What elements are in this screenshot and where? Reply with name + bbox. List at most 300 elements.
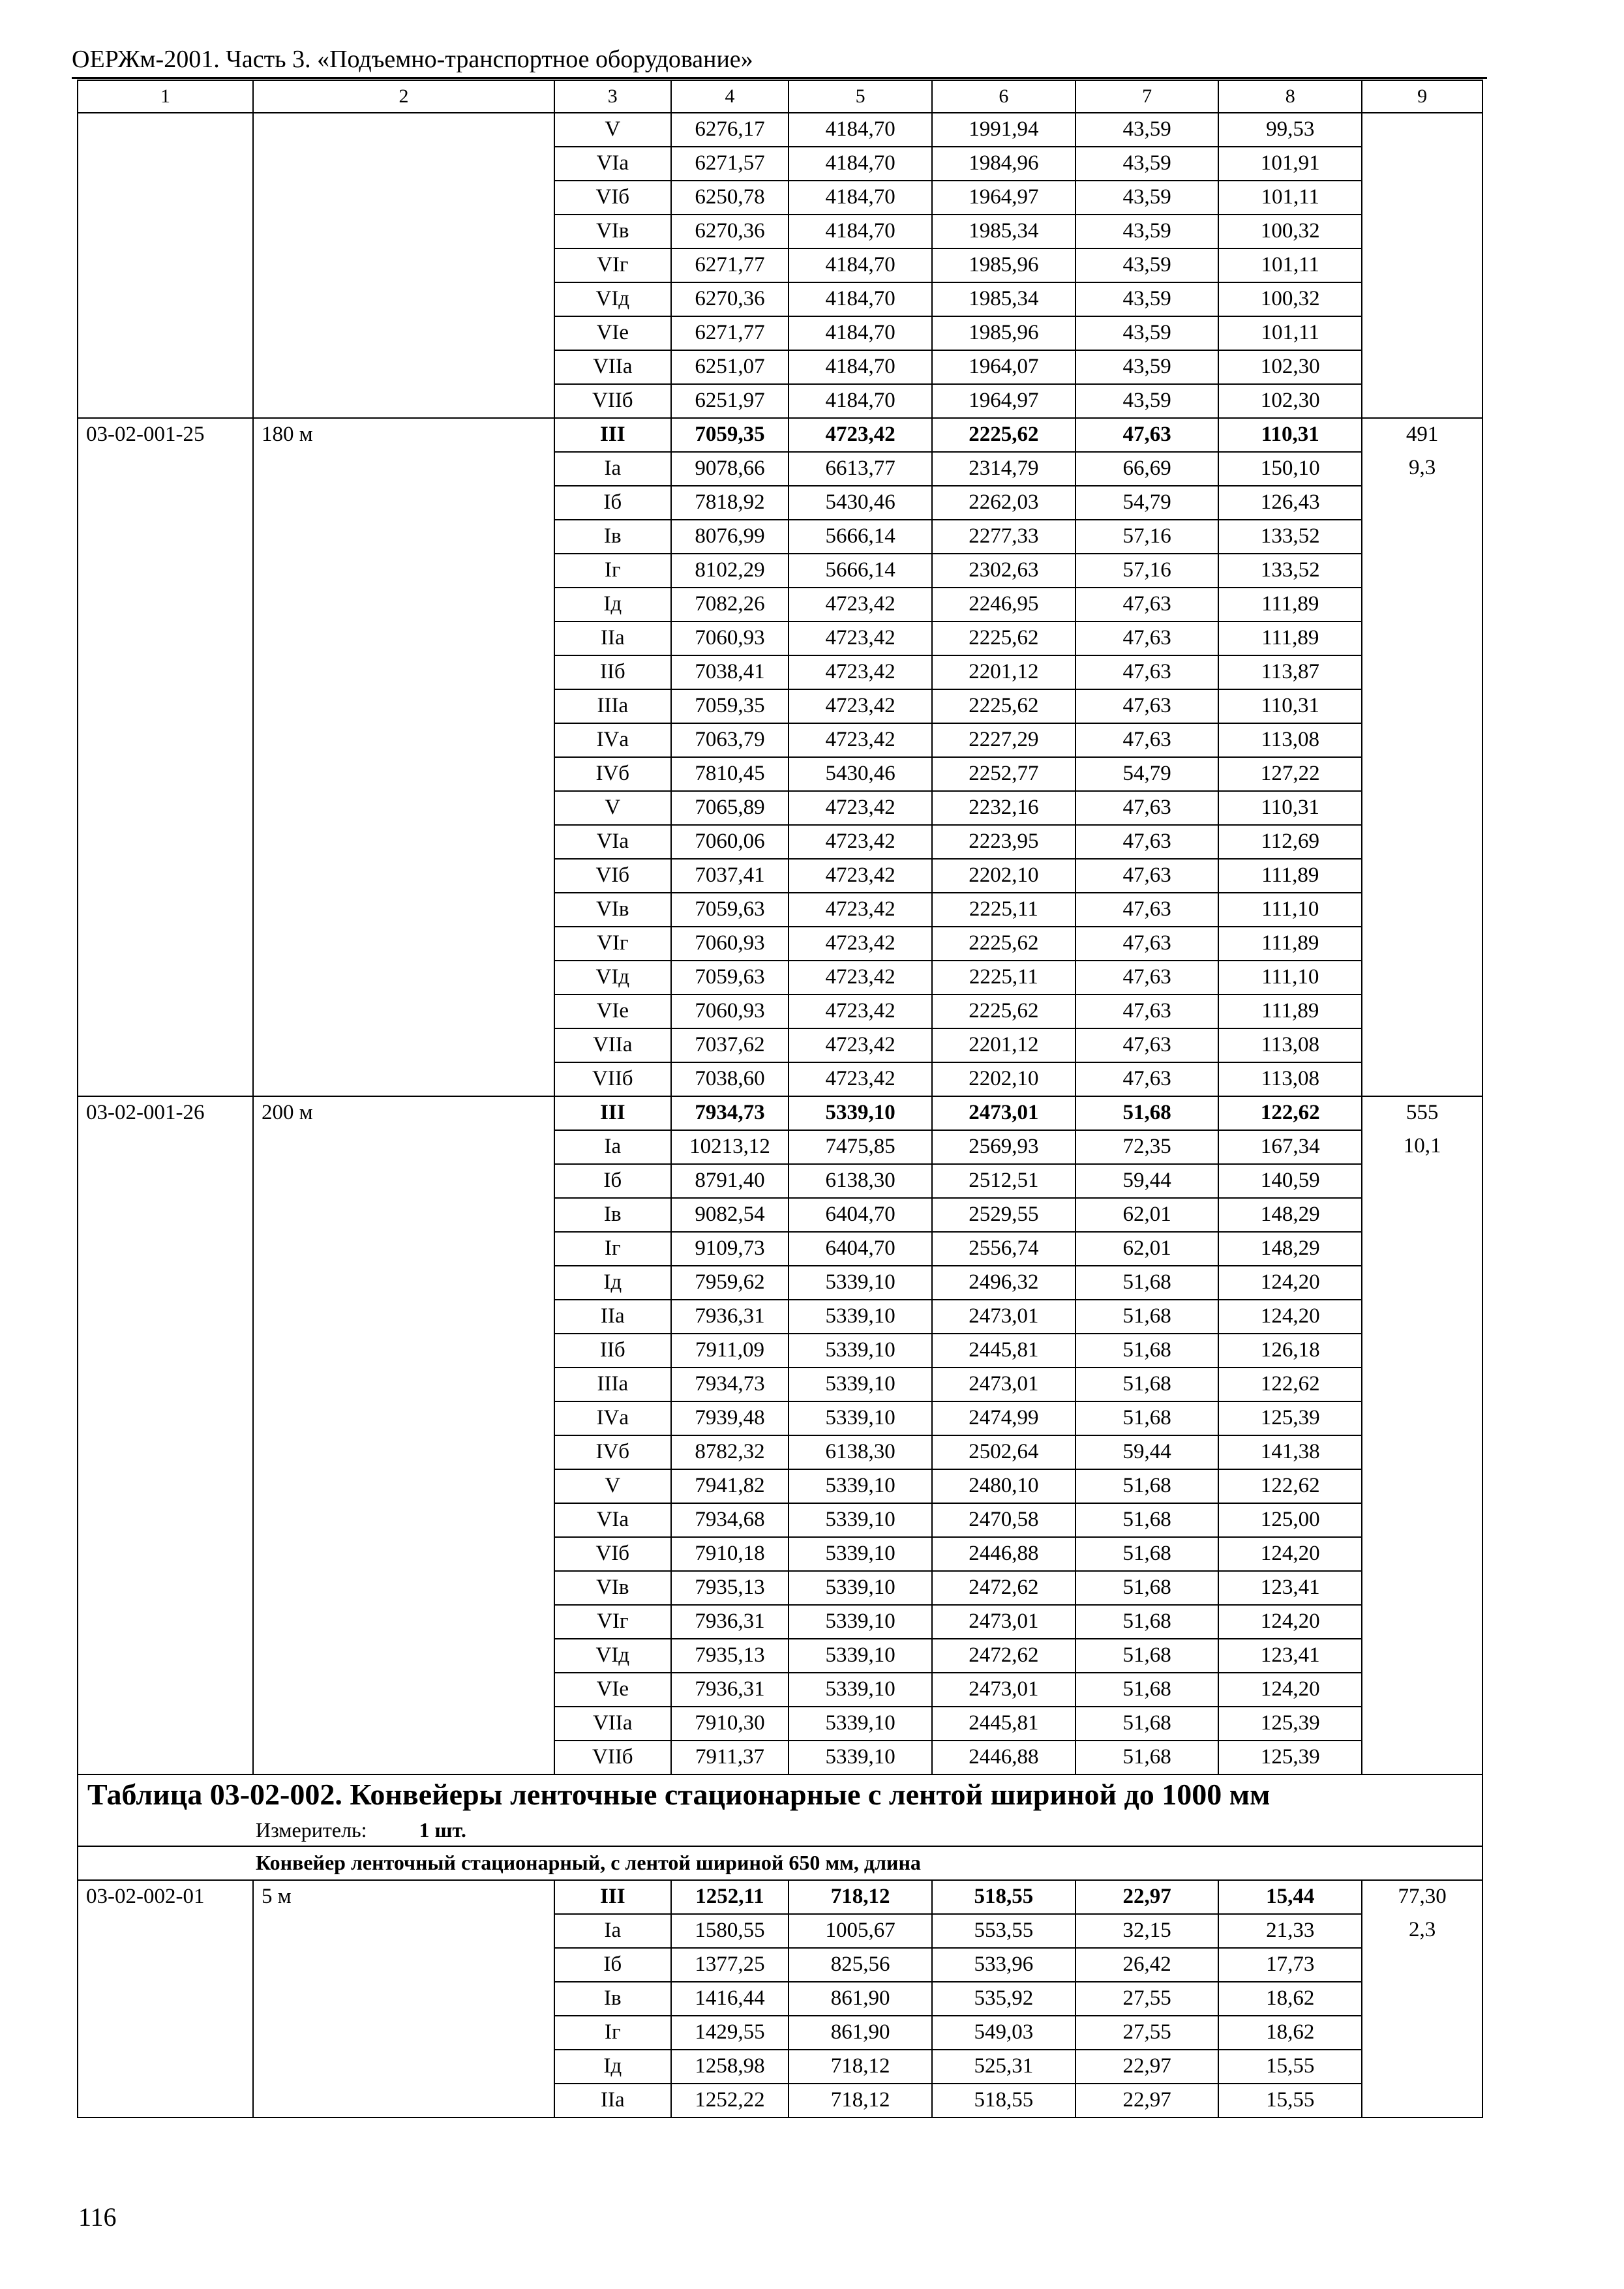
value-cell: 6251,07: [671, 350, 789, 384]
rate-name-cell: [253, 1028, 554, 1062]
value-cell: 4723,42: [789, 418, 932, 452]
value-cell: 2474,99: [932, 1401, 1075, 1435]
zone-cell: IVб: [554, 1435, 671, 1469]
value-cell: 2227,29: [932, 723, 1075, 757]
table-row: [78, 1537, 1482, 1571]
value-cell: 47,63: [1075, 723, 1219, 757]
price-table: [77, 80, 1483, 2118]
table-row: [78, 215, 1482, 248]
value-cell: 101,11: [1218, 181, 1362, 215]
rate-name-cell: [253, 316, 554, 350]
table-row: [78, 1571, 1482, 1605]
note-cell: [1362, 248, 1482, 282]
column-number: 9: [1362, 80, 1482, 113]
note-cell: [1362, 689, 1482, 723]
rate-code-cell: [78, 995, 253, 1028]
zone-cell: IIIа: [554, 689, 671, 723]
value-cell: 43,59: [1075, 350, 1219, 384]
rate-code-cell: [78, 1232, 253, 1266]
rate-name-cell: [253, 384, 554, 418]
value-cell: 7911,09: [671, 1334, 789, 1368]
note-cell: 2,3: [1362, 1914, 1482, 1948]
value-cell: 7934,73: [671, 1096, 789, 1130]
value-cell: 51,68: [1075, 1537, 1219, 1571]
value-cell: 7060,93: [671, 995, 789, 1028]
value-cell: 6250,78: [671, 181, 789, 215]
value-cell: 51,68: [1075, 1368, 1219, 1401]
value-cell: 518,55: [932, 1880, 1075, 1914]
rate-code-cell: [78, 791, 253, 825]
rate-code-cell: [78, 1537, 253, 1571]
value-cell: 32,15: [1075, 1914, 1219, 1948]
value-cell: 4723,42: [789, 859, 932, 893]
rate-code-cell: [78, 1300, 253, 1334]
value-cell: 7060,93: [671, 621, 789, 655]
value-cell: 2314,79: [932, 452, 1075, 486]
rate-name-cell: [253, 554, 554, 588]
value-cell: 2262,03: [932, 486, 1075, 520]
note-cell: [1362, 588, 1482, 621]
value-cell: 6138,30: [789, 1435, 932, 1469]
rate-code-cell: [78, 282, 253, 316]
value-cell: 2225,11: [932, 961, 1075, 995]
table-row: [78, 1062, 1482, 1096]
value-cell: 10213,12: [671, 1130, 789, 1164]
value-cell: 5339,10: [789, 1639, 932, 1673]
zone-cell: VIд: [554, 961, 671, 995]
rate-name-cell: [253, 1914, 554, 1948]
zone-cell: VIа: [554, 1503, 671, 1537]
note-cell: [1362, 2016, 1482, 2050]
value-cell: 7037,41: [671, 859, 789, 893]
value-cell: 124,20: [1218, 1673, 1362, 1707]
value-cell: 123,41: [1218, 1639, 1362, 1673]
value-cell: 7818,92: [671, 486, 789, 520]
table-row: [78, 554, 1482, 588]
value-cell: 4184,70: [789, 113, 932, 147]
rate-name-cell: [253, 215, 554, 248]
table-row: [78, 791, 1482, 825]
value-cell: 7939,48: [671, 1401, 789, 1435]
value-cell: 51,68: [1075, 1639, 1219, 1673]
value-cell: 111,89: [1218, 588, 1362, 621]
value-cell: 51,68: [1075, 1741, 1219, 1774]
value-cell: 54,79: [1075, 757, 1219, 791]
value-cell: 5430,46: [789, 486, 932, 520]
value-cell: 6613,77: [789, 452, 932, 486]
note-cell: [1362, 350, 1482, 384]
value-cell: 47,63: [1075, 791, 1219, 825]
note-cell: [1362, 825, 1482, 859]
zone-cell: VIIб: [554, 1062, 671, 1096]
rate-code-cell: [78, 1503, 253, 1537]
value-cell: 9109,73: [671, 1232, 789, 1266]
rate-code-cell: [78, 113, 253, 147]
rate-code-cell: [78, 384, 253, 418]
value-cell: 1416,44: [671, 1982, 789, 2016]
value-cell: 100,32: [1218, 282, 1362, 316]
rate-code-cell: [78, 1266, 253, 1300]
value-cell: 15,44: [1218, 1880, 1362, 1914]
rate-name-cell: [253, 723, 554, 757]
zone-cell: VIIб: [554, 1741, 671, 1774]
value-cell: 5339,10: [789, 1096, 932, 1130]
column-number: 2: [253, 80, 554, 113]
value-cell: 47,63: [1075, 655, 1219, 689]
rate-name-cell: [253, 1707, 554, 1741]
value-cell: 7065,89: [671, 791, 789, 825]
rate-name-cell: [253, 113, 554, 147]
rate-name-cell: [253, 2016, 554, 2050]
rate-code-cell: [78, 350, 253, 384]
value-cell: 7959,62: [671, 1266, 789, 1300]
rate-name-cell: [253, 1164, 554, 1198]
note-cell: [1362, 113, 1482, 147]
value-cell: 47,63: [1075, 927, 1219, 961]
table-row: [78, 655, 1482, 689]
value-cell: 43,59: [1075, 181, 1219, 215]
table-row: [78, 1401, 1482, 1435]
table-row: [78, 757, 1482, 791]
table-row: [78, 1741, 1482, 1774]
rate-code-cell: [78, 2050, 253, 2084]
value-cell: 4184,70: [789, 215, 932, 248]
value-cell: 4184,70: [789, 248, 932, 282]
value-cell: 2225,62: [932, 927, 1075, 961]
rate-code-cell: [78, 1948, 253, 1982]
zone-cell: IVа: [554, 1401, 671, 1435]
value-cell: 4723,42: [789, 1028, 932, 1062]
value-cell: 7934,73: [671, 1368, 789, 1401]
value-cell: 122,62: [1218, 1096, 1362, 1130]
note-cell: [1362, 655, 1482, 689]
value-cell: 4723,42: [789, 689, 932, 723]
value-cell: 57,16: [1075, 520, 1219, 554]
rate-name-cell: [253, 655, 554, 689]
value-cell: 1985,96: [932, 248, 1075, 282]
zone-cell: Iг: [554, 1232, 671, 1266]
value-cell: 2246,95: [932, 588, 1075, 621]
value-cell: 4723,42: [789, 961, 932, 995]
value-cell: 43,59: [1075, 282, 1219, 316]
zone-cell: VIIа: [554, 350, 671, 384]
value-cell: 2225,11: [932, 893, 1075, 927]
value-cell: 5339,10: [789, 1537, 932, 1571]
value-cell: 125,39: [1218, 1707, 1362, 1741]
value-cell: 2445,81: [932, 1707, 1075, 1741]
value-cell: 43,59: [1075, 215, 1219, 248]
table-row: [78, 1130, 1482, 1164]
note-cell: [1362, 961, 1482, 995]
value-cell: 43,59: [1075, 113, 1219, 147]
value-cell: 66,69: [1075, 452, 1219, 486]
value-cell: 22,97: [1075, 2084, 1219, 2117]
value-cell: 7934,68: [671, 1503, 789, 1537]
value-cell: 7936,31: [671, 1605, 789, 1639]
rate-name-cell: [253, 181, 554, 215]
value-cell: 2529,55: [932, 1198, 1075, 1232]
note-cell: [1362, 995, 1482, 1028]
rate-name-cell: [253, 1198, 554, 1232]
value-cell: 4184,70: [789, 282, 932, 316]
value-cell: 2302,63: [932, 554, 1075, 588]
value-cell: 9078,66: [671, 452, 789, 486]
value-cell: 43,59: [1075, 384, 1219, 418]
value-cell: 101,91: [1218, 147, 1362, 181]
note-cell: 9,3: [1362, 452, 1482, 486]
table-row: [78, 113, 1482, 147]
note-cell: [1362, 1469, 1482, 1503]
zone-cell: VIIб: [554, 384, 671, 418]
rate-code-cell: [78, 1741, 253, 1774]
note-cell: [1362, 723, 1482, 757]
table-row: [78, 1096, 1482, 1130]
note-cell: [1362, 1198, 1482, 1232]
value-cell: 7037,62: [671, 1028, 789, 1062]
value-cell: 51,68: [1075, 1673, 1219, 1707]
rate-code-cell: [78, 1062, 253, 1096]
value-cell: 101,11: [1218, 248, 1362, 282]
table-row: [78, 384, 1482, 418]
rate-name-cell: 180 м: [253, 418, 554, 452]
value-cell: 124,20: [1218, 1537, 1362, 1571]
value-cell: 2445,81: [932, 1334, 1075, 1368]
value-cell: 718,12: [789, 2084, 932, 2117]
value-cell: 5666,14: [789, 554, 932, 588]
value-cell: 133,52: [1218, 554, 1362, 588]
note-cell: [1362, 1741, 1482, 1774]
value-cell: 113,08: [1218, 1062, 1362, 1096]
value-cell: 122,62: [1218, 1368, 1362, 1401]
rate-code-cell: [78, 486, 253, 520]
zone-cell: Iг: [554, 2016, 671, 2050]
table-row: [78, 621, 1482, 655]
table-row: [78, 859, 1482, 893]
value-cell: 2225,62: [932, 995, 1075, 1028]
zone-cell: Iа: [554, 1914, 671, 1948]
value-cell: 111,10: [1218, 893, 1362, 927]
rate-code-cell: [78, 1130, 253, 1164]
section-row: [78, 1846, 1482, 1880]
rate-code-cell: [78, 1673, 253, 1707]
value-cell: 7059,63: [671, 893, 789, 927]
table-row: [78, 1028, 1482, 1062]
rate-code-cell: [78, 1469, 253, 1503]
value-cell: 5339,10: [789, 1707, 932, 1741]
value-cell: 1580,55: [671, 1914, 789, 1948]
note-cell: [1362, 1537, 1482, 1571]
zone-cell: Iв: [554, 1198, 671, 1232]
table-row: [78, 1707, 1482, 1741]
value-cell: 2225,62: [932, 621, 1075, 655]
value-cell: 124,20: [1218, 1300, 1362, 1334]
value-cell: 2472,62: [932, 1639, 1075, 1673]
value-cell: 111,89: [1218, 927, 1362, 961]
zone-cell: VIв: [554, 1571, 671, 1605]
value-cell: 6276,17: [671, 113, 789, 147]
value-cell: 125,00: [1218, 1503, 1362, 1537]
value-cell: 1964,97: [932, 384, 1075, 418]
value-cell: 1985,34: [932, 215, 1075, 248]
column-number: 3: [554, 80, 671, 113]
value-cell: 7082,26: [671, 588, 789, 621]
note-cell: [1362, 384, 1482, 418]
zone-cell: Iа: [554, 452, 671, 486]
rate-name-cell: [253, 1673, 554, 1707]
value-cell: 2473,01: [932, 1368, 1075, 1401]
value-cell: 5339,10: [789, 1503, 932, 1537]
value-cell: 5339,10: [789, 1334, 932, 1368]
table-row: [78, 1605, 1482, 1639]
value-cell: 5339,10: [789, 1368, 932, 1401]
rate-name-cell: [253, 1300, 554, 1334]
value-cell: 27,55: [1075, 2016, 1219, 2050]
value-cell: 125,39: [1218, 1401, 1362, 1435]
value-cell: 4184,70: [789, 350, 932, 384]
measure-row: [78, 1816, 1482, 1846]
value-cell: 4723,42: [789, 621, 932, 655]
value-cell: 4184,70: [789, 316, 932, 350]
table-row: [78, 486, 1482, 520]
note-cell: [1362, 1266, 1482, 1300]
rate-name-cell: [253, 1469, 554, 1503]
table-row: [78, 1232, 1482, 1266]
note-cell: [1362, 282, 1482, 316]
value-cell: 4723,42: [789, 825, 932, 859]
table-row: [78, 1503, 1482, 1537]
value-cell: 2446,88: [932, 1537, 1075, 1571]
table-row: [78, 1266, 1482, 1300]
note-cell: [1362, 1982, 1482, 2016]
table-row: [78, 1469, 1482, 1503]
value-cell: 2473,01: [932, 1300, 1075, 1334]
rate-name-cell: [253, 1571, 554, 1605]
rate-code-cell: [78, 689, 253, 723]
note-cell: [1362, 520, 1482, 554]
value-cell: 47,63: [1075, 995, 1219, 1028]
note-cell: [1362, 1503, 1482, 1537]
value-cell: 51,68: [1075, 1707, 1219, 1741]
value-cell: 1258,98: [671, 2050, 789, 2084]
value-cell: 47,63: [1075, 893, 1219, 927]
value-cell: 59,44: [1075, 1435, 1219, 1469]
value-cell: 7936,31: [671, 1673, 789, 1707]
rate-code-cell: [78, 215, 253, 248]
table-row: [78, 723, 1482, 757]
note-cell: [1362, 757, 1482, 791]
value-cell: 1964,07: [932, 350, 1075, 384]
note-cell: [1362, 147, 1482, 181]
rate-code-cell: [78, 1435, 253, 1469]
rate-name-cell: [253, 893, 554, 927]
value-cell: 4184,70: [789, 181, 932, 215]
rate-name-cell: [253, 1368, 554, 1401]
value-cell: 124,20: [1218, 1605, 1362, 1639]
rate-code-cell: 03-02-001-26: [78, 1096, 253, 1130]
table-title: Таблица 03-02-002. Конвейеры ленточные стационарные с лентой шириной до 1000 мм: [78, 1774, 1482, 1816]
rate-code-cell: [78, 757, 253, 791]
value-cell: 113,08: [1218, 723, 1362, 757]
column-number-row: [78, 80, 1482, 113]
value-cell: 140,59: [1218, 1164, 1362, 1198]
rate-code-cell: [78, 1164, 253, 1198]
value-cell: 1252,22: [671, 2084, 789, 2117]
value-cell: 72,35: [1075, 1130, 1219, 1164]
rate-code-cell: [78, 1028, 253, 1062]
value-cell: 47,63: [1075, 621, 1219, 655]
value-cell: 122,62: [1218, 1469, 1362, 1503]
note-cell: [1362, 893, 1482, 927]
note-cell: [1362, 859, 1482, 893]
value-cell: 549,03: [932, 2016, 1075, 2050]
value-cell: 7935,13: [671, 1639, 789, 1673]
table-title-row: [78, 1774, 1482, 1816]
rate-code-cell: [78, 588, 253, 621]
zone-cell: Iб: [554, 486, 671, 520]
value-cell: 861,90: [789, 1982, 932, 2016]
value-cell: 6271,77: [671, 316, 789, 350]
zone-cell: VIб: [554, 859, 671, 893]
rate-code-cell: 03-02-001-25: [78, 418, 253, 452]
note-cell: [1362, 2084, 1482, 2117]
value-cell: 6404,70: [789, 1232, 932, 1266]
table-row: [78, 927, 1482, 961]
value-cell: 43,59: [1075, 316, 1219, 350]
value-cell: 111,89: [1218, 859, 1362, 893]
page-header: ОЕРЖм-2001. Часть 3. «Подъемно-транспортное оборудование»: [72, 42, 1487, 79]
value-cell: 51,68: [1075, 1334, 1219, 1368]
value-cell: 43,59: [1075, 248, 1219, 282]
zone-cell: IIб: [554, 1334, 671, 1368]
zone-cell: Iд: [554, 588, 671, 621]
table-row: [78, 995, 1482, 1028]
zone-cell: III: [554, 418, 671, 452]
value-cell: 7060,06: [671, 825, 789, 859]
value-cell: 150,10: [1218, 452, 1362, 486]
note-cell: [1362, 1948, 1482, 1982]
rate-code-cell: [78, 893, 253, 927]
zone-cell: VIе: [554, 995, 671, 1028]
value-cell: 47,63: [1075, 689, 1219, 723]
zone-cell: VIIа: [554, 1707, 671, 1741]
value-cell: 1984,96: [932, 147, 1075, 181]
value-cell: 141,38: [1218, 1435, 1362, 1469]
value-cell: 57,16: [1075, 554, 1219, 588]
value-cell: 5339,10: [789, 1741, 932, 1774]
value-cell: 6270,36: [671, 215, 789, 248]
rate-name-cell: [253, 1401, 554, 1435]
value-cell: 47,63: [1075, 825, 1219, 859]
zone-cell: VIг: [554, 1605, 671, 1639]
value-cell: 6138,30: [789, 1164, 932, 1198]
measure-cell: [78, 1816, 1482, 1846]
table-row: [78, 961, 1482, 995]
note-cell: [1362, 486, 1482, 520]
zone-cell: IVб: [554, 757, 671, 791]
value-cell: 6271,77: [671, 248, 789, 282]
value-cell: 43,59: [1075, 147, 1219, 181]
rate-name-cell: [253, 1605, 554, 1639]
value-cell: 47,63: [1075, 1028, 1219, 1062]
rate-name-cell: [253, 927, 554, 961]
value-cell: 27,55: [1075, 1982, 1219, 2016]
value-cell: 124,20: [1218, 1266, 1362, 1300]
rate-code-cell: 03-02-002-01: [78, 1880, 253, 1914]
zone-cell: VIа: [554, 147, 671, 181]
value-cell: 126,43: [1218, 486, 1362, 520]
measure-value: 1 шт.: [419, 1818, 466, 1842]
rate-name-cell: [253, 452, 554, 486]
